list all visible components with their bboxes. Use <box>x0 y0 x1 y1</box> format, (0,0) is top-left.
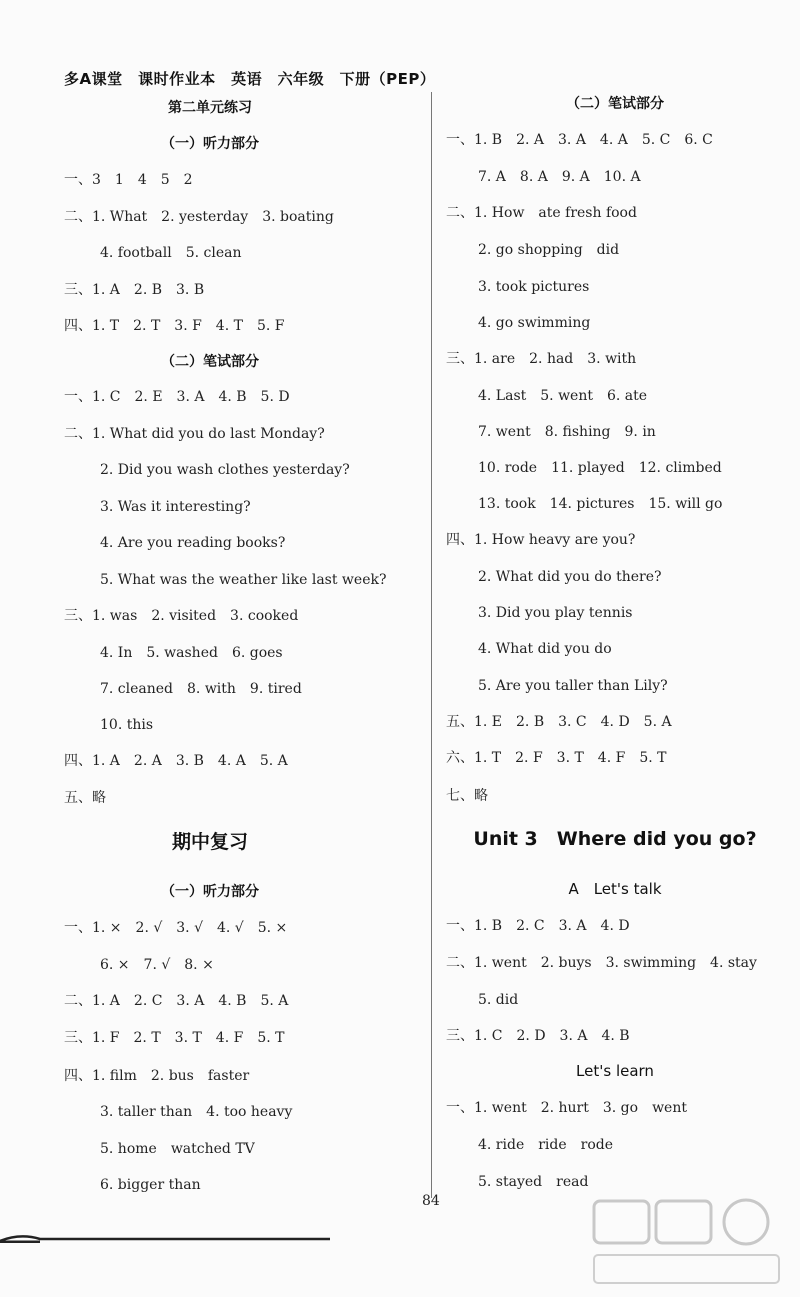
answer-line: 5. stayed read <box>478 1174 589 1190</box>
section-heading: （一）听力部分 <box>161 136 259 152</box>
answer-line: 4. Last 5. went 6. ate <box>478 388 648 404</box>
answer-line: 6. bigger than <box>100 1177 201 1193</box>
watermark-logo <box>586 1197 786 1287</box>
answer-line: 7. A 8. A 9. A 10. A <box>478 169 641 185</box>
column-divider <box>431 92 432 1198</box>
section-heading: （一）听力部分 <box>161 884 259 900</box>
answer-line: 2. Did you wash clothes yesterday? <box>100 462 350 478</box>
section-heading: （二）笔试部分 <box>566 96 664 112</box>
answer-line: 5. home watched TV <box>100 1141 255 1157</box>
answer-line: 四、1. A 2. A 3. B 4. A 5. A <box>64 753 288 769</box>
answer-line: 四、1. How heavy are you? <box>446 532 636 548</box>
answer-line: 7. went 8. fishing 9. in <box>478 424 656 440</box>
answer-line: 三、1. F 2. T 3. T 4. F 5. T <box>64 1030 285 1046</box>
answer-line: 4. Are you reading books? <box>100 535 286 551</box>
answer-line: 3. Did you play tennis <box>478 605 633 621</box>
answer-line: 三、1. was 2. visited 3. cooked <box>64 608 299 624</box>
answer-line: 4. go swimming <box>478 315 591 331</box>
page-number: 84 <box>422 1193 440 1209</box>
chapter-title: 期中复习 <box>171 831 248 853</box>
answer-line: 3. taller than 4. too heavy <box>100 1104 293 1120</box>
answer-line: 四、1. film 2. bus faster <box>64 1068 250 1084</box>
answer-line: 4. football 5. clean <box>100 245 242 261</box>
answer-line: 5. What was the weather like last week? <box>100 572 387 588</box>
answer-line: 一、1. went 2. hurt 3. go went <box>446 1100 687 1116</box>
answer-line: 五、略 <box>64 790 106 806</box>
chapter-title: Unit 3 Where did you go? <box>473 828 757 850</box>
answer-line: 二、1. What did you do last Monday? <box>64 426 325 442</box>
bottom-decorative-rule <box>0 1233 330 1243</box>
answer-line: 7. cleaned 8. with 9. tired <box>100 681 302 697</box>
answer-line: 10. this <box>100 717 154 733</box>
answer-line: 4. ride ride rode <box>478 1137 614 1153</box>
answer-line: 4. What did you do <box>478 641 612 657</box>
lesson-heading: A Let's talk <box>568 880 662 898</box>
answer-line: 三、1. are 2. had 3. with <box>446 351 637 367</box>
answer-line: 二、1. went 2. buys 3. swimming 4. stay <box>446 955 757 971</box>
answer-line: 一、1. B 2. A 3. A 4. A 5. C 6. C <box>446 132 713 148</box>
answer-line: 一、1. × 2. √ 3. √ 4. √ 5. × <box>64 920 288 936</box>
answer-line: 2. What did you do there? <box>478 569 662 585</box>
answer-line: 一、1. B 2. C 3. A 4. D <box>446 918 630 934</box>
answer-line: 13. took 14. pictures 15. will go <box>478 496 723 512</box>
lesson-heading: Let's learn <box>576 1062 654 1080</box>
answer-line: 10. rode 11. played 12. climbed <box>478 460 722 476</box>
answer-line: 二、1. A 2. C 3. A 4. B 5. A <box>64 993 289 1009</box>
answer-line: 七、略 <box>446 788 488 804</box>
answer-line: 一、1. C 2. E 3. A 4. B 5. D <box>64 389 290 405</box>
answer-line: 五、1. E 2. B 3. C 4. D 5. A <box>446 714 672 730</box>
answer-line: 3. took pictures <box>478 279 590 295</box>
answer-line: 三、1. C 2. D 3. A 4. B <box>446 1028 630 1044</box>
answer-line: 2. go shopping did <box>478 242 620 258</box>
section-heading: （二）笔试部分 <box>161 354 259 370</box>
page-header: 多A课堂 课时作业本 英语 六年级 下册（PEP） <box>64 70 436 88</box>
answer-line: 二、1. How ate fresh food <box>446 205 637 221</box>
answer-line: 3. Was it interesting? <box>100 499 251 515</box>
answer-line: 5. did <box>478 992 519 1008</box>
answer-line: 一、3 1 4 5 2 <box>64 172 193 188</box>
answer-line: 六、1. T 2. F 3. T 4. F 5. T <box>446 750 667 766</box>
answer-line: 二、1. What 2. yesterday 3. boating <box>64 209 334 225</box>
answer-line: 四、1. T 2. T 3. F 4. T 5. F <box>64 318 285 334</box>
answer-line: 4. In 5. washed 6. goes <box>100 645 283 661</box>
answer-line: 5. Are you taller than Lily? <box>478 678 668 694</box>
answer-line: 6. × 7. √ 8. × <box>100 957 214 973</box>
section-heading: 第二单元练习 <box>168 100 252 116</box>
answer-line: 三、1. A 2. B 3. B <box>64 282 205 298</box>
